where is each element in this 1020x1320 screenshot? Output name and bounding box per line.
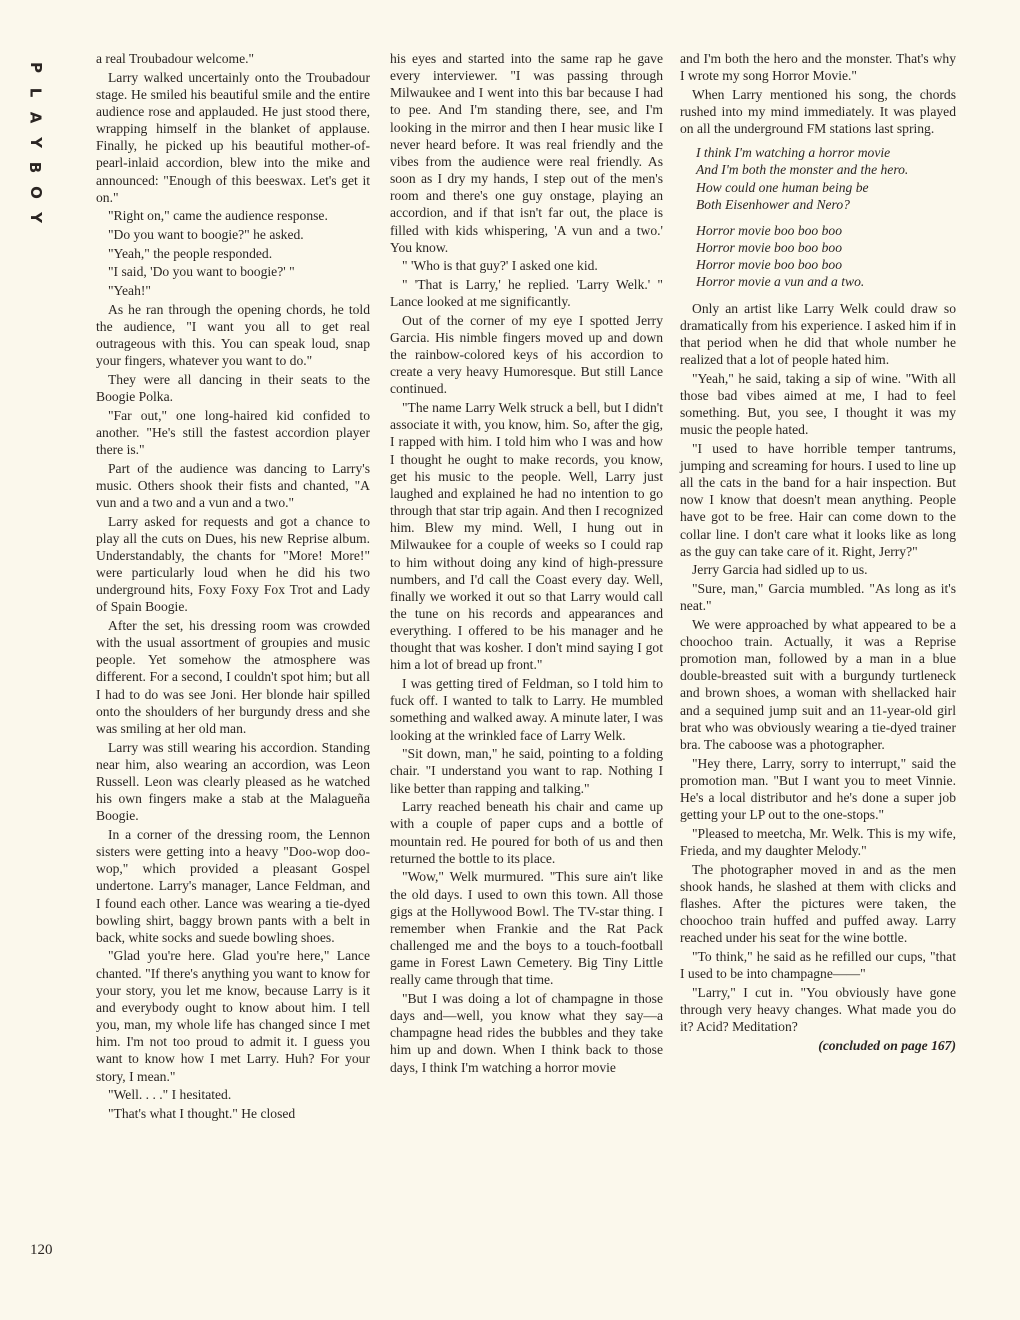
paragraph: "To think," he said as he refilled our cups, "that I used to be into champagne——" [680,948,956,981]
masthead-letter: P [26,62,45,73]
paragraph: "Sit down, man," he said, pointing to a folding chair. "I understand you want to rap. Nothing I like better than rapping and talking." [390,746,663,796]
paragraph: Larry walked uncertainly onto the Troubadour stage. He smiled his beautiful smile and the entire audience rose and applauded. He just stood there, wrapping himself in the blanket of applause. Finally, he picked up his beautiful mother-of-pearl-inlaid accordion, blew into the mike and announced: "Enough of this beeswax. Let's get it on." [96,69,370,205]
paragraph: "But I was doing a lot of champagne in those days and—well, you know what they say—a champagne head rides the bubbles and they take him up and down. When I think back to those days, I think I'm watching a horror movie [390,990,663,1075]
paragraph: Larry asked for requests and got a chance to play all the cuts on Dues, his new Reprise album. Understandably, the chants for "More! More!" were particularly loud when he did his two underground hits, Foxy Foxy Fox Trot and Lady of Spain Boogie. [96,513,370,615]
paragraph: When Larry mentioned his song, the chords rushed into my mind immediately. It was played on all the underground FM stations last spring. [680,86,956,137]
paragraph: " 'Who is that guy?' I asked one kid. [402,258,598,274]
continuation-note: (concluded on page 167) [818,1037,956,1053]
paragraph: "Hey there, Larry, sorry to interrupt," said the promotion man. "But I want you to meet Vinnie. He's a local distributor and he's done a super job getting your LP out to the one-stops." [680,755,956,823]
paragraph: Larry reached beneath his chair and came up with a couple of paper cups and a bottle of mountain red. He poured for both of us and then returned the bottle to its place. [390,799,663,866]
lyric-line: Both Eisenhower and Nero? [696,196,850,212]
paragraph: "I said, 'Do you want to boogie?' " [108,264,295,280]
paragraph: his eyes and started into the same rap he gave every interviewer. "I was passing through Milwaukee and I went into this bar because I had to pee. And I'm standing there, see, and I'm looking in the mirror and then I hear music like I never heard before. It was real friendly and the vibes from the audience were real friendly. As soon as I dry my hands, I step out of the men's room and there's one guy onstage, playing an accordion, and if that isn't far out, the place is filled with kids whispering, 'A vun and a two.' You know. [390,51,663,255]
lyric-line: How could one human being be [696,179,869,195]
masthead-letter: O [26,186,45,199]
paragraph: "The name Larry Welk struck a bell, but I didn't associate it with, you know, him. So, after the gig, I rapped with him. I told him who I was and how I thought he ought to make records, you know, get his music to the people. Well, Larry just laughed and explained he had no intention to go through that star trip again. And then I recognized him. Blew my mind. Well, I hung out in Milwaukee for a couple of weeks so I could rap to him without doing any kind of high-pressure numbers, and I'd call the Coast every day. Well, finally we worked it out so that Larry would call the tune on his records and appearances and everything. I offered to be his manager and he thought that was kosher. I don't mind saying I got him a lot of bread up front." [390,400,663,673]
paragraph: The photographer moved in and as the men shook hands, he slashed at them with clicks and flashes. After the pictures were taken, the choochoo train huffed and puffed away. Larry reached under his seat for the wine bottle. [680,861,956,946]
paragraph: Out of the corner of my eye I spotted Jerry Garcia. His nimble fingers moved up and down the rainbow-colored keys of his accordion to create a very heavy Humoresque. But still Lance continued. [390,312,663,397]
paragraph: "Right on," came the audience response. [108,208,328,224]
masthead-letter: A [26,111,45,124]
paragraph: As he ran through the opening chords, he told the audience, "I want you all to get real outrageous with this. You can speak loud, snap your fingers, whatever you want to do." [96,301,370,369]
column-3-lower-text [680,300,956,1036]
paragraph: They were all dancing in their seats to the Boogie Polka. [96,371,370,404]
magazine-masthead [22,55,48,230]
paragraph: We were approached by what appeared to be a choochoo train. Actually, it was a Reprise promotion man, followed by a man in a blue double-breasted suit with a burgundy turtleneck and brown shoes, a woman with shellacked hair and a sequined jump suit and an 11-year-old girl brat who was obviously wearing a tie-dyed trainer bra. The caboose was a photographer. [680,616,956,752]
masthead-letter: L [26,87,45,98]
article-column-2 [390,50,663,1077]
paragraph: Jerry Garcia had sidled up to us. [692,562,868,578]
lyric-line: Horror movie boo boo boo [696,240,842,256]
paragraph: " 'That is Larry,' he replied. 'Larry Welk.' " Lance looked at me significantly. [390,277,663,310]
paragraph: "Sure, man," Garcia mumbled. "As long as it's neat." [680,581,956,614]
paragraph: "Do you want to boogie?" he asked. [108,227,304,243]
paragraph: "Yeah," he said, taking a sip of wine. "With all those bad vibes aimed at me, I had to feel something. But, you see, I thought it was my music the people hated. [680,370,956,438]
paragraph: "That's what I thought." He closed [108,1105,296,1121]
paragraph: "Pleased to meetcha, Mr. Welk. This is my wife, Frieda, and my daughter Melody." [680,825,956,858]
column-3-upper-text [680,50,956,137]
paragraph: "Larry," I cut in. "You obviously have gone through very heavy changes. What made you do it? Acid? Meditation? [680,984,956,1034]
paragraph: After the set, his dressing room was crowded with the usual assortment of groupies and music people. Yet somehow the atmosphere was different. For a second, I couldn't spot him; but all I had to do was see Joni. Her blonde hair spilled onto the shoulders of her burgundy dress and she was smiling at her old man. [96,618,370,736]
paragraph: "Yeah," the people responded. [108,245,273,261]
paragraph: "Well. . . ." I hesitated. [108,1087,232,1103]
song-lyrics-verse-1 [696,144,956,213]
song-lyrics-verse-2 [696,222,956,291]
lyric-line: Horror movie a vun and a two. [696,274,865,290]
paragraph: "Glad you're here. Glad you're here," Lance chanted. "If there's anything you want to know for your story, you let me know, because Larry is it and everybody ought to know about him. I tell you, man, my whole life has changed since I met him. I'm not too proud to admit it. I guess you want to know how I met Larry. Huh? For your story, I mean." [96,948,370,1084]
paragraph: a real Troubadour welcome." [96,51,255,66]
paragraph: "Yeah!" [108,283,151,299]
article-column-1 [96,50,370,1124]
masthead-letter: B [26,161,45,174]
paragraph: Part of the audience was dancing to Larry's music. Others shook their fists and chanted, "A vun and a two and a vun and a two." [96,460,370,510]
paragraph: In a corner of the dressing room, the Lennon sisters were getting into a heavy "Doo-wop doo-wop," which provided a pleasant Gospel undertone. Larry's manager, Lance Feldman, and I found each other. Lance was wearing a tie-dyed bowling shirt, baggy brown pants with a belt in back, white socks and suede bowling shoes. [96,826,370,945]
lyric-line: I think I'm watching a horror movie [696,145,891,161]
lyric-line: And I'm both the monster and the hero. [696,162,909,178]
paragraph: Larry was still wearing his accordion. Standing near him, also wearing an accordion, was Leon Russell. Leon was clearly pleased as he watched his own fingers make a stab at the Malagueña Boogie. [96,739,370,824]
paragraph: "Far out," one long-haired kid confided to another. "He's still the fastest accordion player there is." [96,407,370,457]
article-column-3 [680,50,956,1055]
paragraph: and I'm both the hero and the monster. That's why I wrote my song Horror Movie." [680,51,956,84]
masthead-letter: Y [26,212,45,223]
page-number: 120 [30,1242,53,1258]
paragraph: "I used to have horrible temper tantrums, jumping and screaming for hours. I used to line up all the cats in the band for a hair inspection. But now I know that doesn't mean anything. People have got to be free. Hair can come down to the collar line. I don't care what it looks like as long as the guy can take care of it. Right, Jerry?" [680,440,956,559]
masthead-letter: Y [26,137,45,148]
paragraph: "Wow," Welk murmured. "This sure ain't like the old days. I used to own this town. All those gigs at the Hollywood Bowl. The TV-star thing. I remember when Frankie and the Rat Pack challenged me and the boys to a touch-football game in Forest Lawn Cemetery. Big Tiny Little really came through that time. [390,869,663,988]
paragraph: Only an artist like Larry Welk could draw so dramatically from his experience. I asked him if in that period when he did that whole number he realized that a lot of people hated him. [680,300,956,367]
lyric-line: Horror movie boo boo boo [696,222,842,238]
lyric-line: Horror movie boo boo boo [696,257,842,273]
paragraph: I was getting tired of Feldman, so I told him to fuck off. I wanted to talk to Larry. He mumbled something and walked away. A minute later, I was looking at the wrinkled face of Larry Welk. [390,676,663,743]
